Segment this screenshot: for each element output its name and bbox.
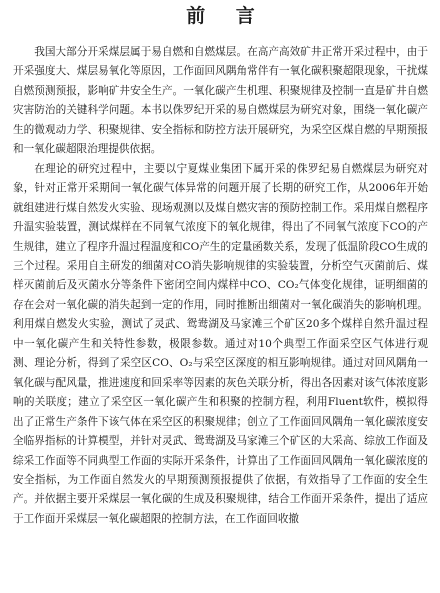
- preface-paragraph-2: 在理论的研究过程中，主要以宁夏煤业集团下属开采的侏罗纪易自燃煤层为研究对象，针对正常开采期间一氧化碳气体异常的问题开展了长期的研究工作，从2006年开始就组建进行煤自然发火实验、现场观测以及煤自燃灾害的预防控制工作。采用煤自燃程序升温实验装置，测试煤样在不同氧气浓度下的氧化规律，得出了不同氧气浓度下CO的产生规律，建立了程序升温过程温度和CO产生的定量函数关系，发现了低温阶段CO生成的三个过程。采用自主研发的细菌对CO消失影响规律的实验装置，分析空气灭菌前后、煤样灭菌前后及灭菌水分等条件下密闭空间内煤样中CO、CO₂气体变化规律，证明细菌的存在会对一氧化碳的消失起到一定的作用，同时推断出细菌对一氧化碳消失的影响机理。利用煤自燃发火实验，测试了灵武、鸳鸯湖及马家滩三个矿区20多个煤样自然升温过程中一氧化碳产生和关特性参数，极限参数。通过对10个典型工作面采空区气体进行观测、理论分析，得到了采空区CO、O₂与采空区深度的相互影响规律。通过对回风隅角一氧化碳与配风量，推进速度和回采率等因素的灰色关联分析，得出各因素对该气体浓度影响的关联度；建立了采空区一氧化碳产生和积聚的控制方程，利用Fluent软件，模拟得出了正常生产条件下该气体在采空区的积聚规律；创立了工作面回风隅角一氧化碳浓度安全临界指标的计算模型，并针对灵武、鸳鸯湖及马家滩三个矿区的大采高、综放工作面及综采工作面等不同典型工作面的实际开采条件，计算出了工作面回风隅角一氧化碳浓度的安全指标，为工作面自然发火的早期预测预报提供了依据，有效指导了工作面的安全生产。并依据主要开采煤层一氧化碳的生成及积聚规律，结合工作面开采条件，提出了适应于工作面开采煤层一氧化碳超限的控制方法，在工作面回收撤: [13, 162, 428, 525]
- document-page: [0, 3, 440, 593]
- preface-paragraph-1: 我国大部分开采煤层属于易自燃和自燃煤层。在高产高效矿井正常开采过程中，由于开采强度大、煤层易氧化等原因，工作面回风隅角常伴有一氧化碳积聚超限现象，干扰煤自燃预测预报，影响矿井安全生产。一氧化碳产生机理、积聚规律及控制一直是矿井自燃灾害防治的关键科学问题。本书以侏罗纪开采的易自燃煤层为研究对象，围绕一氧化碳产生的微观动力学、积聚规律、安全指标和防控方法开展研究，为采空区煤自燃的早期预报和一氧化碳超限治理提供依据。: [13, 46, 428, 156]
- page-title: 前 言: [186, 5, 267, 27]
